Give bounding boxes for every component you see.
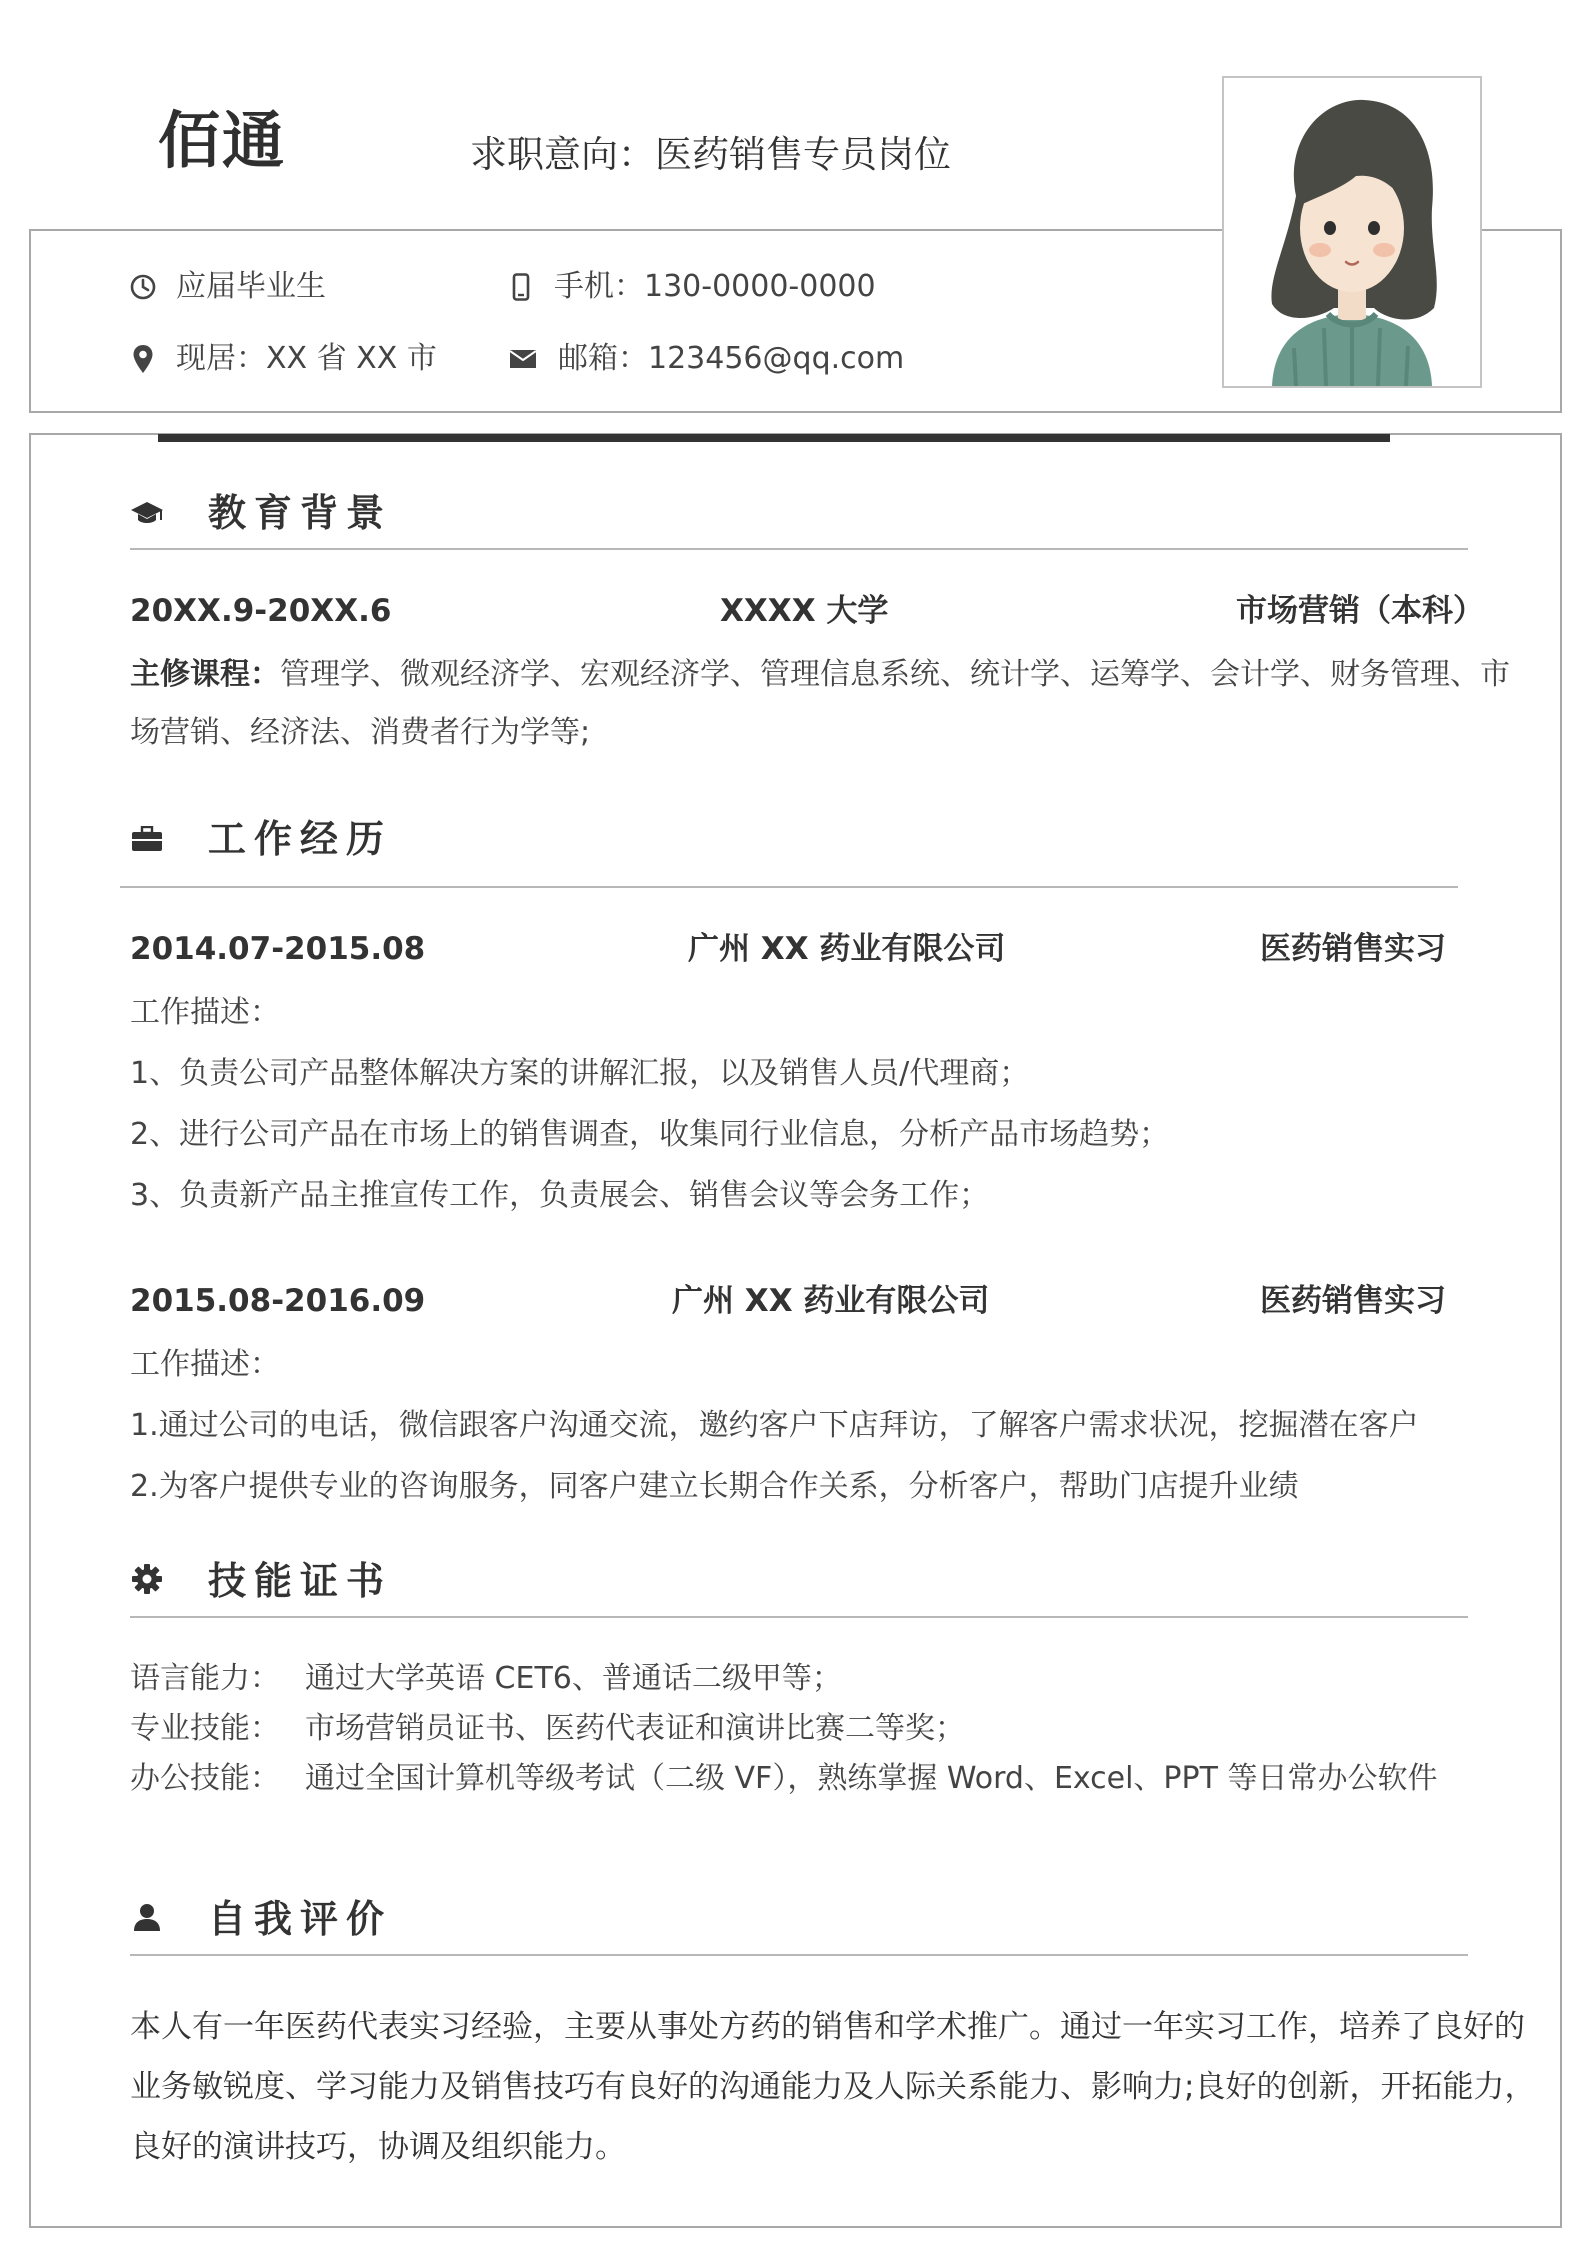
email-text: 邮箱：123456@qq.com	[558, 341, 905, 376]
skills-divider	[130, 1616, 1468, 1618]
skill-value-professional: 市场营销员证书、医药代表证和演讲比赛二等奖；	[305, 1711, 965, 1746]
status-text: 应届毕业生	[176, 269, 326, 304]
self-eval-line-1: 本人有一年医药代表实习经验，主要从事处方药的销售和学术推广。通过一年实习工作，培养了良好的	[130, 2009, 1525, 2045]
location-text: 现居：XX 省 XX 市	[176, 341, 437, 376]
map-pin-icon	[130, 344, 156, 374]
phone-item	[508, 269, 876, 304]
profile-photo	[1222, 76, 1482, 388]
self-eval-title: 自我评价	[208, 1897, 393, 1941]
self-eval-divider	[130, 1954, 1468, 1956]
top-divider-bar	[158, 434, 1390, 442]
education-divider	[130, 548, 1468, 550]
courses-label: 主修课程：	[130, 657, 280, 692]
skills-title: 技能证书	[208, 1559, 393, 1603]
job-1-role: 医药销售实习	[1260, 931, 1446, 967]
job-1-item-2: 2、进行公司产品在市场上的销售调查，收集同行业信息，分析产品市场趋势；	[130, 1117, 1170, 1152]
location-item	[130, 341, 437, 376]
job-1-item-1: 1、负责公司产品整体解决方案的讲解汇报，以及销售人员/代理商；	[130, 1056, 1030, 1091]
envelope-icon	[508, 344, 538, 374]
job-1-desc-label: 工作描述：	[130, 995, 280, 1030]
clock-icon	[130, 272, 156, 302]
job-1-item-3: 3、负责新产品主推宣传工作，负责展会、销售会议等会务工作；	[130, 1178, 990, 1213]
graduation-cap-icon	[130, 496, 164, 530]
job-1-company: 广州 XX 药业有限公司	[688, 931, 1006, 967]
courses-line-1	[130, 657, 1510, 692]
user-icon	[130, 1900, 164, 1934]
self-eval-line-2: 业务敏锐度、学习能力及销售技巧有良好的沟通能力及人际关系能力、影响力;良好的创新，开拓能力，	[130, 2069, 1536, 2105]
job-intent: 求职意向：医药销售专员岗位	[470, 133, 951, 176]
applicant-name: 佰通	[158, 104, 287, 177]
email-item	[508, 341, 905, 376]
job-1-period: 2014.07-2015.08	[130, 931, 426, 967]
education-major: 市场营销（本科）	[1236, 593, 1484, 629]
self-eval-line-3: 良好的演讲技巧，协调及组织能力。	[130, 2129, 626, 2165]
phone-text: 手机：130-0000-0000	[554, 269, 876, 304]
gear-icon	[130, 1562, 164, 1596]
job-2-item-2: 2.为客户提供专业的咨询服务，同客户建立长期合作关系，分析客户，帮助门店提升业绩	[130, 1469, 1299, 1504]
education-title: 教育背景	[208, 491, 393, 535]
job-2-desc-label: 工作描述：	[130, 1347, 280, 1382]
education-period: 20XX.9-20XX.6	[130, 593, 392, 629]
mobile-phone-icon	[508, 272, 534, 302]
work-divider	[120, 886, 1458, 888]
job-2-item-1: 1.通过公司的电话，微信跟客户沟通交流，邀约客户下店拜访，了解客户需求状况，挖掘潜在客户	[130, 1408, 1419, 1443]
courses-text: 管理学、微观经济学、宏观经济学、管理信息系统、统计学、运筹学、会计学、财务管理、市	[280, 657, 1510, 692]
education-school: XXXX 大学	[720, 593, 889, 629]
status-item	[130, 269, 326, 304]
skill-label-professional: 专业技能：	[130, 1711, 280, 1746]
main-content-box	[29, 433, 1562, 2228]
job-2-company: 广州 XX 药业有限公司	[672, 1283, 990, 1319]
skill-value-language: 通过大学英语 CET6、普通话二级甲等；	[305, 1661, 842, 1696]
skill-value-office: 通过全国计算机等级考试（二级 VF），熟练掌握 Word、Excel、PPT 等日常办公软件	[305, 1761, 1438, 1796]
avatar-illustration	[1224, 78, 1480, 386]
briefcase-icon	[130, 822, 164, 856]
skill-label-language: 语言能力：	[130, 1661, 280, 1696]
skill-label-office: 办公技能：	[130, 1761, 280, 1796]
job-2-role: 医药销售实习	[1260, 1283, 1446, 1319]
job-2-period: 2015.08-2016.09	[130, 1283, 426, 1319]
courses-line-2: 场营销、经济法、消费者行为学等;	[130, 715, 591, 750]
work-title: 工作经历	[208, 817, 393, 861]
